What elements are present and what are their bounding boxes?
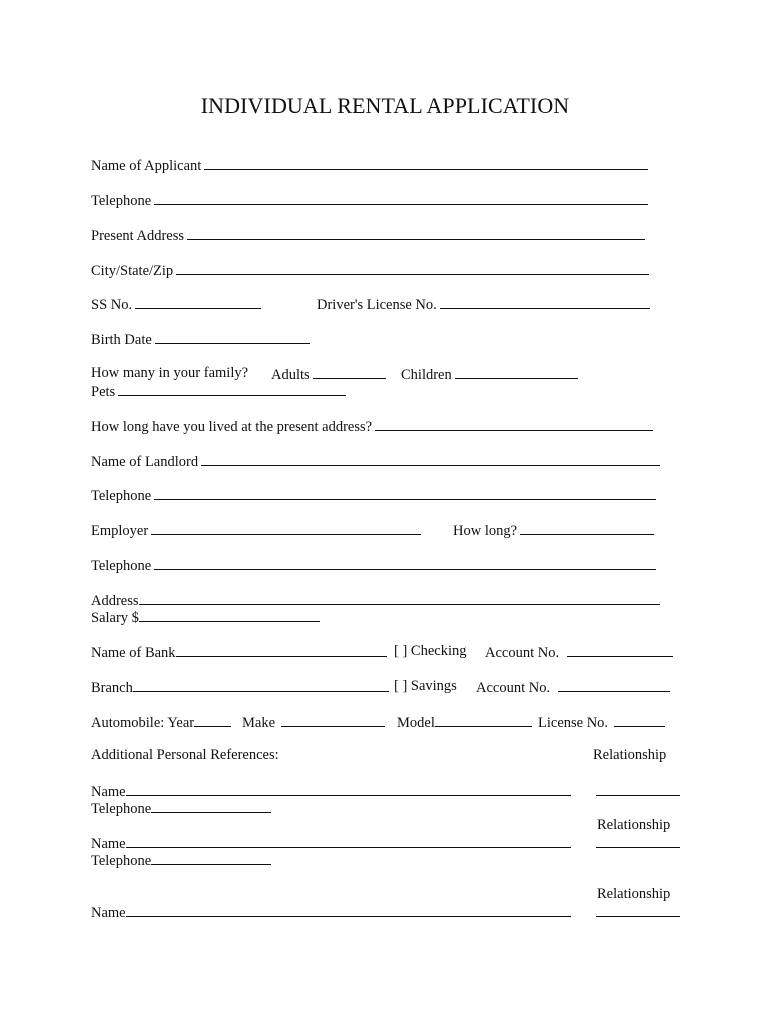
how-long-lived-row bbox=[91, 417, 653, 436]
landlord-label: Name of Landlord bbox=[91, 454, 199, 470]
landlord-row bbox=[91, 452, 660, 471]
license-no-label: License No. bbox=[538, 715, 609, 731]
branch-row bbox=[91, 678, 389, 697]
account-no-1-label: Account No. bbox=[485, 645, 560, 661]
how-long-lived-field[interactable] bbox=[375, 417, 653, 431]
adults-field[interactable] bbox=[313, 365, 386, 379]
reference-1-relationship-field[interactable] bbox=[596, 782, 680, 796]
pets-field[interactable] bbox=[118, 382, 346, 396]
reference-3-name-row bbox=[91, 903, 571, 922]
how-long-row bbox=[453, 521, 654, 540]
telephone-label: Telephone bbox=[91, 193, 152, 209]
account-no-1-field[interactable] bbox=[567, 643, 673, 657]
savings-row bbox=[394, 678, 457, 695]
make-row bbox=[242, 713, 385, 732]
landlord-telephone-label: Telephone bbox=[91, 488, 152, 504]
branch-field[interactable] bbox=[133, 678, 389, 692]
reference-1-telephone-row bbox=[91, 799, 271, 818]
children-field[interactable] bbox=[455, 365, 578, 379]
children-label: Children bbox=[401, 367, 452, 383]
drivers-license-row bbox=[317, 295, 650, 314]
model-label: Model bbox=[397, 715, 435, 731]
account-no-2-label: Account No. bbox=[476, 680, 551, 696]
ss-no-label: SS No. bbox=[91, 297, 133, 313]
bank-label: Name of Bank bbox=[91, 645, 176, 661]
make-label: Make bbox=[242, 715, 276, 731]
employer-telephone-field[interactable] bbox=[154, 556, 656, 570]
bank-field[interactable] bbox=[176, 643, 387, 657]
city-state-zip-field[interactable] bbox=[176, 261, 649, 275]
family-row bbox=[91, 365, 248, 382]
reference-2-telephone-field[interactable] bbox=[151, 851, 271, 865]
relationship-label-3: Relationship bbox=[597, 886, 671, 902]
reference-1-name-field[interactable] bbox=[126, 782, 571, 796]
pets-label: Pets bbox=[91, 384, 116, 400]
adults-label: Adults bbox=[271, 367, 310, 383]
reference-2-name-label: Name bbox=[91, 836, 126, 852]
telephone-field[interactable] bbox=[154, 191, 648, 205]
reference-3-name-field[interactable] bbox=[126, 903, 571, 917]
birth-date-label: Birth Date bbox=[91, 332, 152, 348]
present-address-row bbox=[91, 226, 645, 245]
salary-row bbox=[91, 608, 320, 627]
city-state-zip-row bbox=[91, 261, 649, 280]
ss-license-row bbox=[91, 295, 261, 314]
family-question-label: How many in your family? bbox=[91, 365, 249, 381]
bank-row bbox=[91, 643, 387, 662]
automobile-year-field[interactable] bbox=[194, 713, 231, 727]
salary-label: Salary $ bbox=[91, 610, 139, 626]
salary-field[interactable] bbox=[139, 608, 320, 622]
automobile-year-label: Automobile: Year bbox=[91, 715, 195, 731]
name-of-applicant-row bbox=[91, 156, 648, 175]
reference-2-relationship-field[interactable] bbox=[596, 834, 680, 848]
employer-telephone-row bbox=[91, 556, 656, 575]
reference-3-name-label: Name bbox=[91, 905, 126, 921]
account-no-2-row bbox=[476, 678, 670, 697]
pets-row bbox=[91, 382, 346, 401]
automobile-row bbox=[91, 713, 231, 732]
employer-field[interactable] bbox=[151, 521, 421, 535]
savings-checkbox[interactable]: [ ] Savings bbox=[394, 678, 457, 694]
account-no-1-row bbox=[485, 643, 673, 662]
reference-2-relationship-row bbox=[596, 834, 680, 853]
relationship-label-2: Relationship bbox=[597, 817, 671, 833]
drivers-license-label: Driver's License No. bbox=[317, 297, 437, 313]
name-of-applicant-label: Name of Applicant bbox=[91, 158, 202, 174]
references-heading: Additional Personal References: bbox=[91, 747, 279, 763]
reference-3-relationship-field[interactable] bbox=[596, 903, 680, 917]
checking-row bbox=[394, 643, 466, 660]
license-no-row bbox=[538, 713, 665, 732]
relationship-label-1: Relationship bbox=[593, 747, 667, 763]
drivers-license-field[interactable] bbox=[440, 295, 650, 309]
present-address-label: Present Address bbox=[91, 228, 185, 244]
reference-1-relationship-row bbox=[596, 782, 680, 801]
employer-row bbox=[91, 521, 421, 540]
birth-date-row bbox=[91, 330, 310, 349]
children-row bbox=[401, 365, 578, 384]
reference-2-name-field[interactable] bbox=[126, 834, 571, 848]
reference-1-name-label: Name bbox=[91, 784, 126, 800]
birth-date-field[interactable] bbox=[155, 330, 310, 344]
model-field[interactable] bbox=[435, 713, 532, 727]
employer-telephone-label: Telephone bbox=[91, 558, 152, 574]
checking-checkbox[interactable]: [ ] Checking bbox=[394, 643, 467, 659]
reference-2-telephone-label: Telephone bbox=[91, 853, 152, 869]
landlord-telephone-row bbox=[91, 486, 656, 505]
form-title: INDIVIDUAL RENTAL APPLICATION bbox=[200, 93, 570, 118]
license-no-field[interactable] bbox=[614, 713, 665, 727]
city-state-zip-label: City/State/Zip bbox=[91, 263, 174, 279]
employer-label: Employer bbox=[91, 523, 149, 539]
landlord-telephone-field[interactable] bbox=[154, 486, 656, 500]
reference-1-telephone-label: Telephone bbox=[91, 801, 152, 817]
employer-address-label: Address bbox=[91, 593, 139, 609]
present-address-field[interactable] bbox=[187, 226, 645, 240]
name-of-applicant-field[interactable] bbox=[204, 156, 648, 170]
make-field[interactable] bbox=[281, 713, 385, 727]
telephone-row bbox=[91, 191, 648, 210]
employer-address-field[interactable] bbox=[139, 591, 660, 605]
landlord-field[interactable] bbox=[201, 452, 660, 466]
reference-2-telephone-row bbox=[91, 851, 271, 870]
account-no-2-field[interactable] bbox=[558, 678, 670, 692]
ss-no-field[interactable] bbox=[135, 295, 261, 309]
how-long-label: How long? bbox=[453, 523, 518, 539]
branch-label: Branch bbox=[91, 680, 133, 696]
reference-3-relationship-row bbox=[596, 903, 680, 922]
how-long-field[interactable] bbox=[520, 521, 654, 535]
reference-1-telephone-field[interactable] bbox=[151, 799, 271, 813]
model-row bbox=[397, 713, 532, 732]
how-long-lived-label: How long have you lived at the present address? bbox=[91, 419, 373, 435]
